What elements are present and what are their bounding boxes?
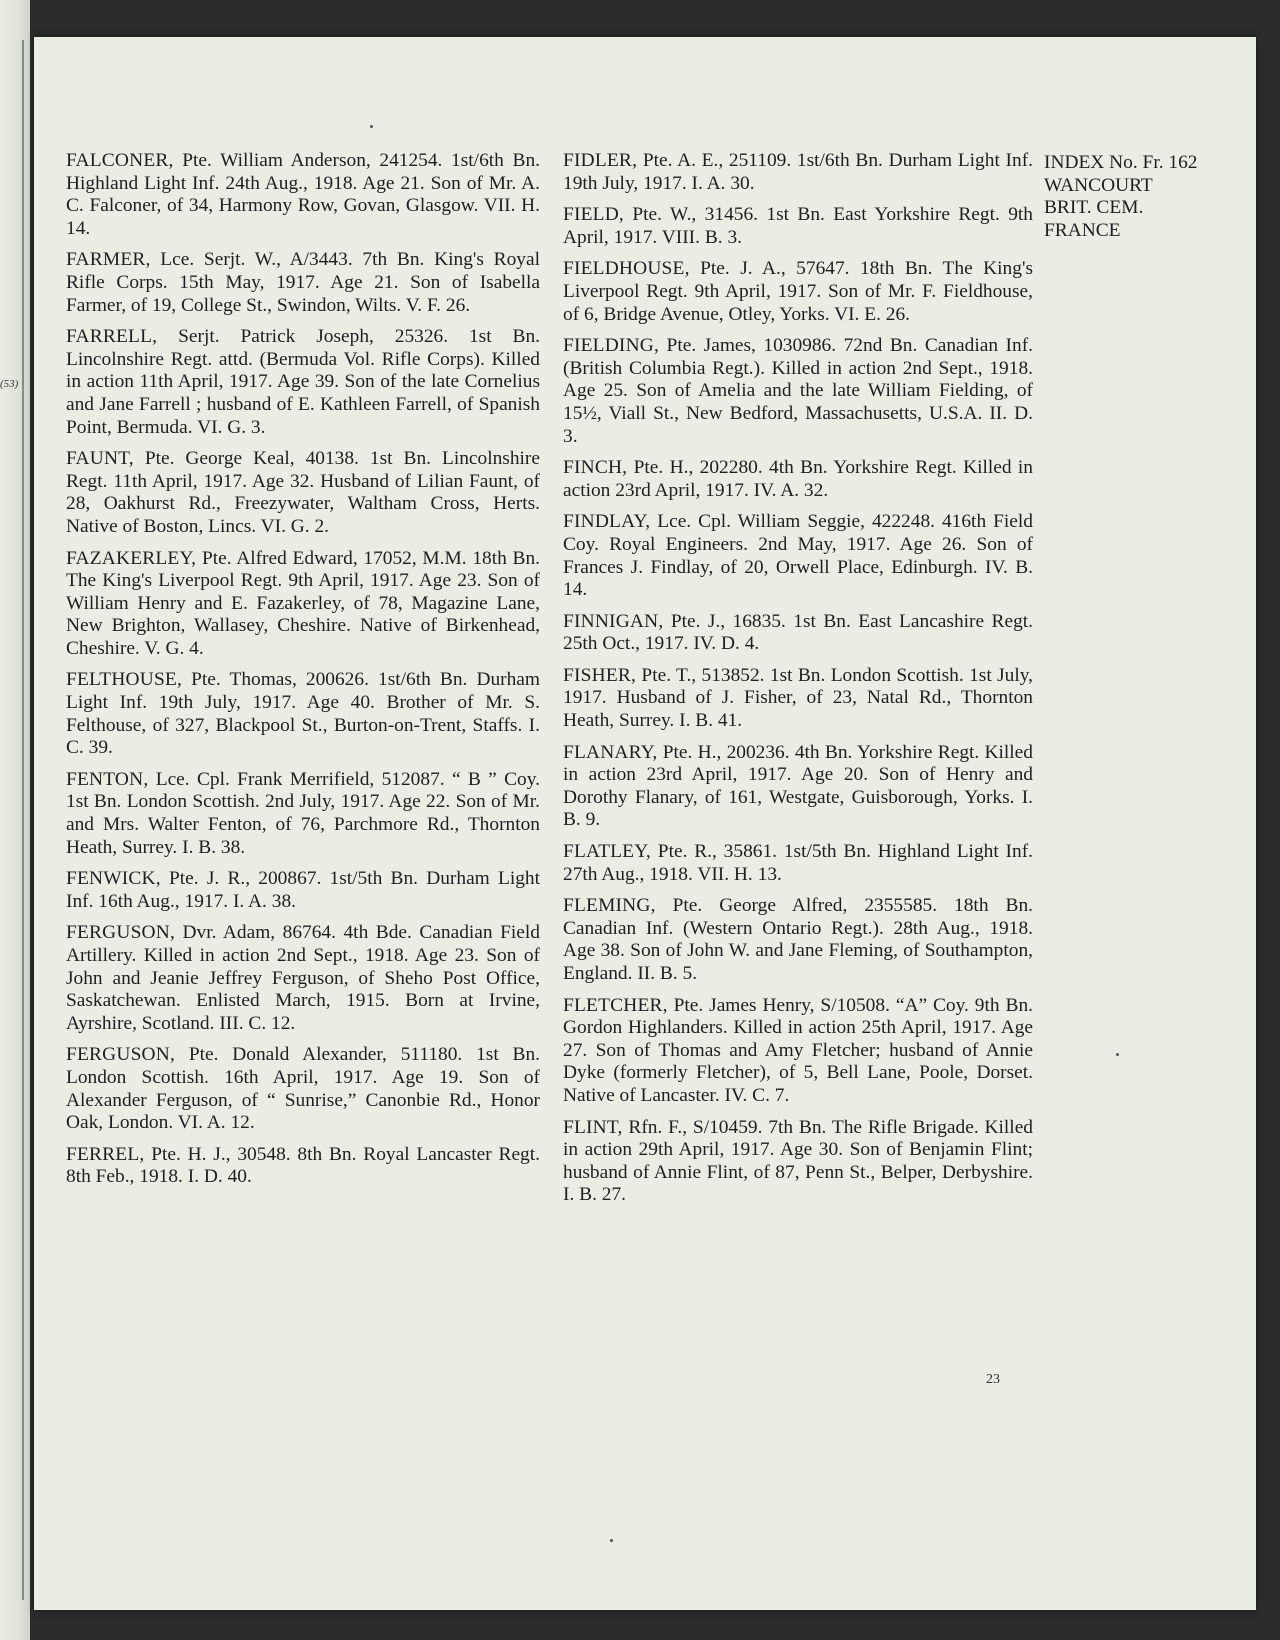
entry-name: FLATLEY,	[563, 841, 651, 863]
entry-name: FELTHOUSE,	[66, 669, 183, 691]
entry-text: Pte. H. J., 30548. 8th Bn. Royal Lancaster Regt. 8th Feb., 1918. I. D. 40.	[66, 1143, 540, 1188]
book-binding	[0, 0, 30, 1640]
entry-text: Rfn. F., S/10459. 7th Bn. The Rifle Brigade. Killed in action 29th April, 1917. Age 30. Son of Benjamin Flint; husband of Annie Flint, of 87, Penn St., Belper, Derbyshire. I. B. 27.	[563, 1116, 1033, 1206]
entry-text: Pte. Alfred Edward, 17052, M.M. 18th Bn. The King's Liverpool Regt. 9th April, 1917. Age 23. Son of William Henry and E. Fazakerley, of 78, Magazine Lane, New Brighton, Wallasey, Cheshire. Native of Birkenhead, Cheshire. V. G. 4.	[66, 547, 540, 659]
entry-text: Pte. Thomas, 200626. 1st/6th Bn. Durham Light Inf. 19th July, 1917. Age 40. Brother of Mr. S. Felthouse, of 327, Blackpool St., Burton-on-Trent, Staffs. I. C. 39.	[66, 669, 540, 759]
margin-annotation: (53)	[0, 378, 19, 390]
entry-name: FINDLAY,	[563, 511, 651, 533]
entry	[563, 258, 1033, 326]
entry-name: FARMER,	[66, 249, 151, 271]
entry-text: Pte. H., 202280. 4th Bn. Yorkshire Regt. Killed in action 23rd April, 1917. IV. A. 32.	[563, 457, 1034, 501]
entry-text: Lce. Cpl. William Seggie, 422248. 416th Field Coy. Royal Engineers. 2nd May, 1917. Age 26. Son of Frances J. Findlay, of 20, Orwell Place, Edinburgh. IV. B. 14.	[563, 511, 1033, 601]
entry-name: FLEMING,	[563, 895, 656, 917]
entry-name: FERGUSON,	[66, 922, 176, 944]
entry	[66, 669, 540, 759]
entry-name: FLINT,	[563, 1116, 623, 1138]
entry-text: Pte. James Henry, S/10508. “A” Coy. 9th Bn. Gordon Highlanders. Killed in action 25th April, 1917. Age 27. Son of Thomas and Amy Fletcher; husband of Annie Dyke (formerly Fletcher), of 5, Bell Lane, Poole, Dorset. Native of Lancaster. IV. C. 7.	[563, 994, 1033, 1106]
entry-text: Pte. Donald Alexander, 511180. 1st Bn. London Scottish. 16th April, 1917. Age 19. Son of Alexander Ferguson, of “ Sunrise,” Canonbie Rd., Honor Oak, London. VI. A. 12.	[66, 1044, 540, 1134]
entry	[563, 665, 1033, 733]
index-country: FRANCE	[1044, 219, 1121, 241]
entry	[563, 457, 1033, 502]
entry	[66, 769, 540, 859]
index-location: WANCOURT	[1044, 174, 1153, 196]
entry	[563, 511, 1033, 601]
entry-name: FAZAKERLEY,	[66, 547, 197, 569]
entry	[66, 249, 540, 317]
entry-name: FIDLER,	[563, 150, 638, 171]
entry	[66, 548, 540, 661]
entry-name: FISHER,	[563, 664, 637, 686]
entry	[66, 448, 540, 538]
entry-text: Pte. A. E., 251109. 1st/6th Bn. Durham Light Inf. 19th July, 1917. I. A. 30.	[563, 150, 1033, 194]
speck	[610, 1539, 613, 1542]
entry-text: Dvr. Adam, 86764. 4th Bde. Canadian Field Artillery. Killed in action 2nd Sept., 1918. Age 23. Son of John and Jeanie Jeffrey Ferguson, of Sheho Post Office, Saskatchewan. Enlisted March, 1915. Born at Irvine, Ayrshire, Scotland. III. C. 12.	[66, 922, 540, 1034]
entry-text: Pte. R., 35861. 1st/5th Bn. Highland Light Inf. 27th Aug., 1918. VII. H. 13.	[563, 841, 1033, 885]
entry	[563, 1117, 1033, 1207]
page-number: 23	[986, 1372, 1000, 1387]
middle-column	[563, 150, 1033, 1216]
entry-name: FINCH,	[563, 457, 628, 479]
entry	[66, 1144, 540, 1189]
entry-text: Lce. Cpl. Frank Merrifield, 512087. “ B ” Coy. 1st Bn. London Scottish. 2nd July, 1917. Age 22. Son of Mr. and Mrs. Walter Fenton, of 76, Parchmore Rd., Thornton Heath, Surrey. I. B. 38.	[66, 768, 540, 858]
index-cemetery: BRIT. CEM.	[1044, 197, 1144, 219]
entry	[563, 204, 1033, 249]
entry	[563, 995, 1033, 1108]
entry-name: FIELDHOUSE,	[563, 258, 690, 280]
entry-text: Lce. Serjt. W., A/3443. 7th Bn. King's Royal Rifle Corps. 15th May, 1917. Age 21. Son of Isabella Farmer, of 19, College St., Swindon, Wilts. V. F. 26.	[66, 249, 540, 316]
cemetery-index	[1044, 152, 1244, 242]
entry	[66, 868, 540, 913]
entry-text: Pte. J., 16835. 1st Bn. East Lancashire Regt. 25th Oct., 1917. IV. D. 4.	[563, 610, 1033, 655]
left-column	[66, 150, 540, 1198]
entry-text: Serjt. Patrick Joseph, 25326. 1st Bn. Lincolnshire Regt. attd. (Bermuda Vol. Rifle Corps). Killed in action 11th April, 1917. Age 39. Son of the late Cornelius and Jane Farrell ; husband of E. Kathleen Farrell, of Spanish Point, Bermuda. VI. G. 3.	[66, 326, 540, 438]
entry-name: FLETCHER,	[563, 994, 668, 1016]
entry	[66, 150, 540, 240]
entry	[563, 742, 1033, 832]
binding-edge	[22, 40, 24, 1600]
entry	[563, 335, 1033, 448]
entry-name: FIELDING,	[563, 335, 660, 357]
entry-name: FAUNT,	[66, 448, 134, 470]
entry-text: Pte. W., 31456. 1st Bn. East Yorkshire Regt. 9th April, 1917. VIII. B. 3.	[563, 204, 1033, 248]
entry	[66, 922, 540, 1035]
entry	[563, 895, 1033, 985]
index-number: INDEX No. Fr. 162	[1044, 152, 1198, 173]
entry-text: Pte. George Keal, 40138. 1st Bn. Lincolnshire Regt. 11th April, 1917. Age 32. Husband of Lilian Faunt, of 28, Oakhurst Rd., Freezywater, Waltham Cross, Herts. Native of Boston, Lincs. VI. G. 2.	[66, 448, 540, 537]
entry-name: FLANARY,	[563, 741, 658, 763]
entry-name: FINNIGAN,	[563, 610, 664, 632]
entry-text: Pte. T., 513852. 1st Bn. London Scottish. 1st July, 1917. Husband of J. Fisher, of 23, Natal Rd., Thornton Heath, Surrey. I. B. 41.	[563, 664, 1033, 732]
entry-name: FIELD,	[563, 204, 624, 226]
entry-name: FARRELL,	[66, 326, 158, 348]
entry	[563, 611, 1033, 656]
entry-text: Pte. William Anderson, 241254. 1st/6th Bn. Highland Light Inf. 24th Aug., 1918. Age 21. Son of Mr. A. C. Falconer, of 34, Harmony Row, Govan, Glasgow. VII. H. 14.	[66, 150, 540, 239]
entry-text: Pte. J. R., 200867. 1st/5th Bn. Durham Light Inf. 16th Aug., 1917. I. A. 38.	[66, 868, 540, 912]
entry-text: Pte. George Alfred, 2355585. 18th Bn. Canadian Inf. (Western Ontario Regt.). 28th Aug., 1918. Age 38. Son of John W. and Jane Fleming, of Southampton, England. II. B. 5.	[563, 895, 1033, 984]
entry	[563, 150, 1033, 195]
entry-text: Pte. James, 1030986. 72nd Bn. Canadian Inf. (British Columbia Regt.). Killed in action 2nd Sept., 1918. Age 25. Son of Amelia and the late William Fielding, of 15½, Viall St., New Bedford, Massachusetts, U.S.A. II. D. 3.	[563, 335, 1033, 447]
entry-name: FENWICK,	[66, 868, 161, 890]
entry	[66, 1044, 540, 1134]
entry-name: FENTON,	[66, 768, 149, 790]
speck	[370, 125, 373, 128]
entry-name: FERGUSON,	[66, 1044, 176, 1066]
entry	[66, 326, 540, 439]
speck	[1116, 1053, 1119, 1056]
entry-text: Pte. H., 200236. 4th Bn. Yorkshire Regt. Killed in action 23rd April, 1917. Age 20. Son of Henry and Dorothy Flanary, of 161, Westgate, Guisborough, Yorks. I. B. 9.	[563, 741, 1033, 831]
entry	[563, 841, 1033, 886]
entry-name: FALCONER,	[66, 150, 174, 171]
entry-text: Pte. J. A., 57647. 18th Bn. The King's Liverpool Regt. 9th April, 1917. Son of Mr. F. Fieldhouse, of 6, Bridge Avenue, Otley, Yorks. VI. E. 26.	[563, 258, 1033, 325]
entry-name: FERREL,	[66, 1143, 145, 1165]
